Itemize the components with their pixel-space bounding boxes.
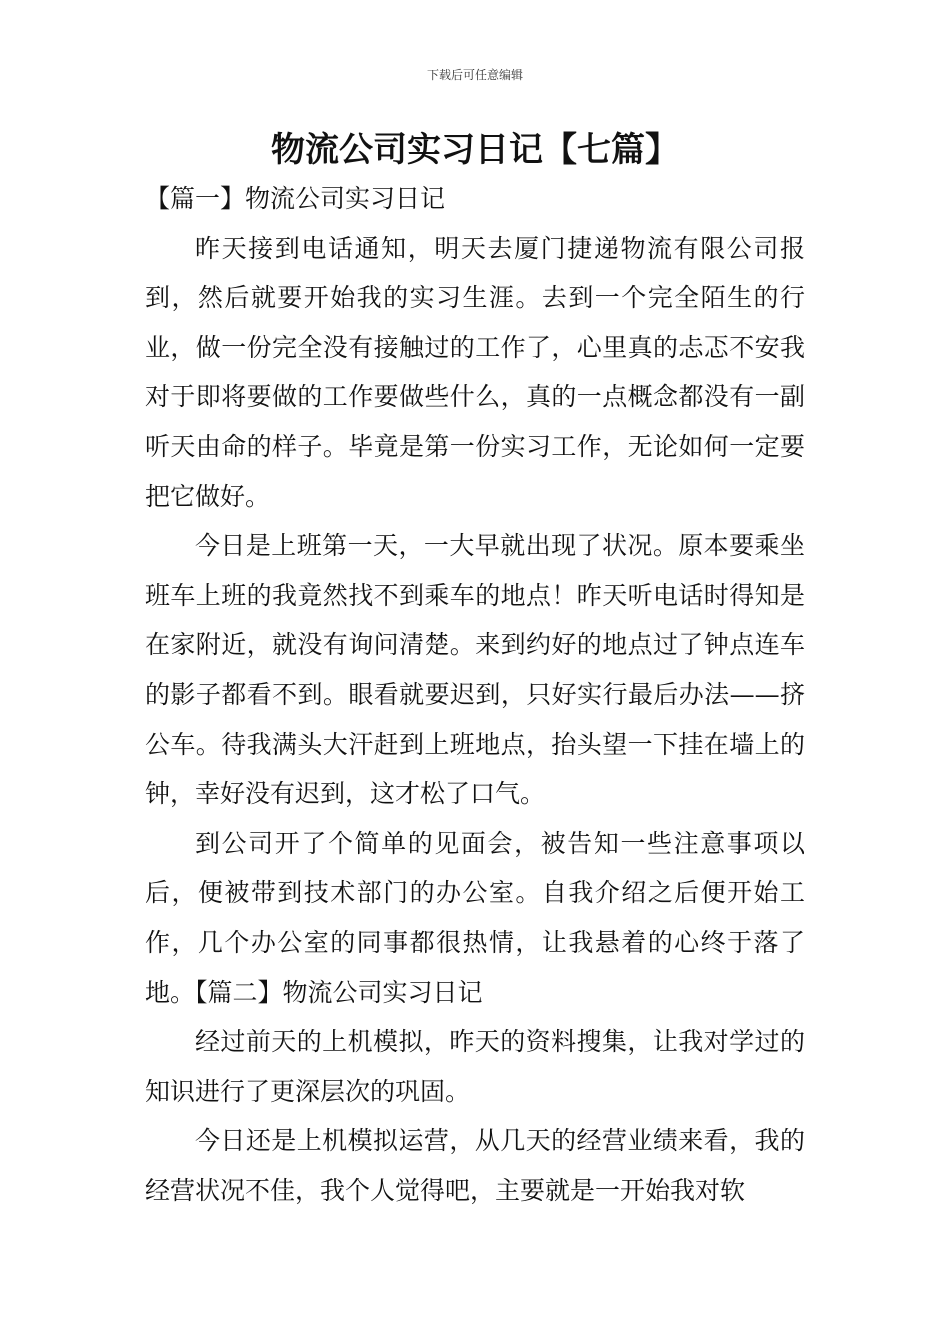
document-body [145,174,805,1215]
paragraph: 到公司开了个简单的见面会，被告知一些注意事项以后，便被带到技术部门的办公室。自我介绍之后便开始工作，几个办公室的同事都很热情，让我悬着的心终于落了地。【篇二】物流公司实习日记 [145,828,805,1007]
paragraph: 今日是上班第一天，一大早就出现了状况。原本要乘坐班车上班的我竟然找不到乘车的地点！昨天听电话时得知是在家附近，就没有询问清楚。来到约好的地点过了钟点连车的影子都看不到。眼看就要迟到，只好实行最后办法——挤公车。待我满头大汗赶到上班地点，抬头望一下挂在墙上的钟，幸好没有迟到，这才松了口气。 [145,531,805,809]
section-heading: 【篇一】物流公司实习日记 [145,184,446,213]
paragraph: 经过前天的上机模拟，昨天的资料搜集，让我对学过的知识进行了更深层次的巩固。 [145,1027,805,1106]
paragraph: 昨天接到电话通知，明天去厦门捷递物流有限公司报到，然后就要开始我的实习生涯。去到一个完全陌生的行业，做一份完全没有接触过的工作了，心里真的忐忑不安我对于即将要做的工作要做些什么，真的一点概念都没有一副听天由命的样子。毕竟是第一份实习工作，无论如何一定要把它做好。 [145,233,805,511]
paragraph: 今日还是上机模拟运营，从几天的经营业绩来看，我的经营状况不佳，我个人觉得吧，主要就是一开始我对软 [145,1126,805,1205]
document-title: 物流公司实习日记【七篇】 [271,130,679,170]
header-note: 下载后可任意编辑 [426,68,523,82]
